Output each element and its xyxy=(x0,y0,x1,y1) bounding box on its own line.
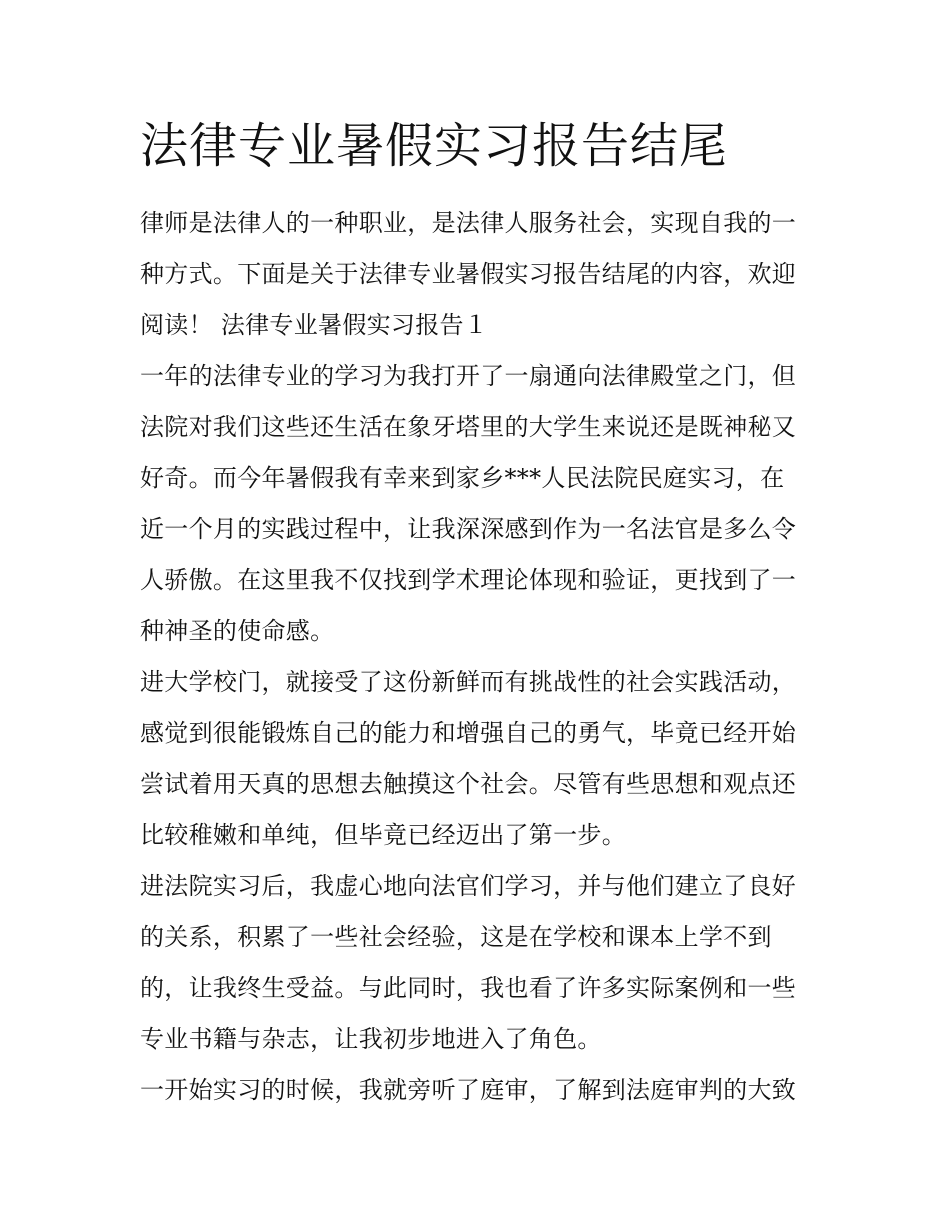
text-line: 人骄傲。在这里我不仅找到学术理论体现和验证，更找到了一 xyxy=(140,566,797,594)
text-line: 种神圣的使命感。 xyxy=(140,617,335,645)
text-line: 一开始实习的时候，我就旁听了庭审，了解到法庭审判的大致 xyxy=(140,1076,797,1104)
document-body xyxy=(140,198,820,1116)
text-line: 尝试着用天真的思想去触摸这个社会。尽管有些思想和观点还 xyxy=(140,770,797,798)
text-line: 一年的法律专业的学习为我打开了一扇通向法律殿堂之门，但 xyxy=(140,362,797,390)
text-line: 好奇。而今年暑假我有幸来到家乡***人民法院民庭实习，在 xyxy=(140,464,785,492)
document-title: 法律专业暑假实习报告结尾 xyxy=(140,118,729,174)
text-line: 专业书籍与杂志，让我初步地进入了角色。 xyxy=(140,1025,602,1053)
text-line: 比较稚嫩和单纯，但毕竟已经迈出了第一步。 xyxy=(140,821,626,849)
text-line: 种方式。下面是关于法律专业暑假实习报告结尾的内容，欢迎 xyxy=(140,260,797,288)
text-line: 律师是法律人的一种职业，是法律人服务社会，实现自我的一 xyxy=(140,209,797,237)
text-line: 进大学校门，就接受了这份新鲜而有挑战性的社会实践活动， xyxy=(140,668,797,696)
text-line: 法院对我们这些还生活在象牙塔里的大学生来说还是既神秘又 xyxy=(140,413,797,441)
text-line: 感觉到很能锻炼自己的能力和增强自己的勇气，毕竟已经开始 xyxy=(140,719,797,747)
text-line: 的关系，积累了一些社会经验，这是在学校和课本上学不到 xyxy=(140,923,772,951)
text-line: 阅读！ 法律专业暑假实习报告１ xyxy=(140,311,489,339)
text-line: 近一个月的实践过程中，让我深深感到作为一名法官是多么令 xyxy=(140,515,797,543)
text-line: 的，让我终生受益。与此同时，我也看了许多实际案例和一些 xyxy=(140,974,797,1002)
text-line: 进法院实习后，我虚心地向法官们学习，并与他们建立了良好 xyxy=(140,872,797,900)
